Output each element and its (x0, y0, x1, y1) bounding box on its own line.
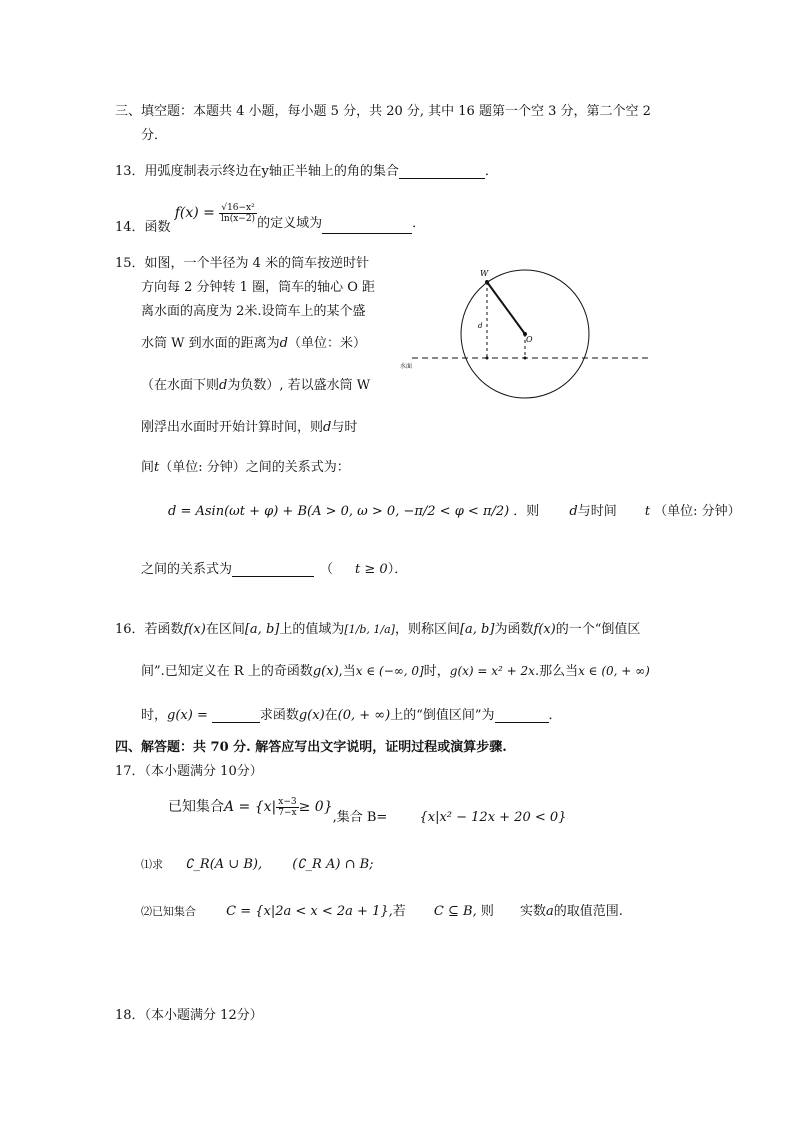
q15-line7-a: 间 (141, 460, 155, 475)
q16-answer-blank-1 (212, 708, 260, 723)
q15-line3: 离水面的高度为 2米.设筒车上的某个盛 (141, 304, 366, 319)
q15-line5-a: （在水面下则 (141, 378, 220, 393)
q17-sub1-expr-b: (∁_R A) ∩ B; (292, 857, 374, 872)
q16-line1 (115, 618, 640, 637)
q17-setB: {x|x² − 12x + 20 < 0} (419, 810, 567, 825)
q15-formula-line (168, 500, 741, 519)
q17-sub2-if: 若 (392, 904, 406, 919)
q17-known: 已知集合 (168, 799, 224, 815)
q16-line3 (141, 704, 562, 723)
q15-formula: d = Asin(ωt + φ) + B(A > 0, ω > 0, −π/2 < φ < π/2) (168, 504, 510, 519)
label-W: W (480, 269, 489, 278)
q17-setA: A = {x| (224, 799, 277, 815)
q15-line9-c: ）． (387, 562, 408, 577)
point-W (485, 280, 489, 284)
q14-prefix: 14．函数 (115, 220, 171, 235)
q15-formula-then: ．则 (513, 504, 540, 519)
q15-line5-b: 为负数）, 若以盛水筒 W (227, 378, 371, 393)
q16-line3-e: ． (548, 708, 562, 723)
section4-heading: 四、解答题：共 70 分. 解答应写出文字说明，证明过程或演算步骤. (115, 740, 507, 755)
q15-line4-end: （单位：米） (287, 336, 366, 351)
q13-answer-blank (399, 164, 485, 179)
q16-line1-b: 在区间 (205, 622, 245, 637)
q14-fraction (219, 203, 257, 224)
q15-formula-t: t (644, 504, 651, 519)
q16-line3-a: 时， (141, 708, 168, 723)
q14-function-name: f(x) = (174, 205, 215, 221)
q15-formula-with: 与时间 (577, 504, 617, 519)
q17-sub1-expr-a: ∁_R(A ∪ B), (185, 857, 263, 872)
label-O: O (526, 335, 533, 344)
q16-line1-a: 16．若函数 (115, 622, 184, 637)
q17-sub1 (141, 856, 374, 872)
q16-answer-blank-2 (495, 708, 549, 723)
q16-fx-2: f(x) (533, 622, 556, 637)
q15-line9-a: 之间的关系式为 (141, 562, 233, 577)
q15-line2: 方向每 2 分钟转 1 圈，筒车的轴心 O 距 (141, 280, 375, 295)
q16-interval: [a, b] (244, 622, 280, 637)
radius-line (487, 282, 525, 334)
q16-interval-2: [a, b] (459, 622, 495, 637)
q17-title: 17．（本小题满分 10分） (115, 764, 263, 779)
q17-setA-fraction (276, 797, 298, 818)
q16-line2-a: 间”.已知定义在 R 上的奇函数 (141, 664, 313, 679)
q17-setA-numerator: x−3 (278, 797, 297, 807)
q16-line1-d: ，则称区间 (394, 622, 460, 637)
q16-gx-def: g(x) = x² + 2x (449, 664, 535, 678)
q16-fx: f(x) (183, 622, 206, 637)
q15-line1: 15．如图，一个半径为 4 米的筒车按逆时针 (115, 256, 370, 271)
q17-sub2-end: 的取值范围. (553, 904, 623, 919)
q15-var-d3: d (323, 420, 332, 435)
waterwheel-figure (398, 262, 658, 402)
q15-line7 (141, 456, 350, 475)
q17-sub2 (141, 900, 623, 919)
q15-var-d2: d (219, 378, 228, 393)
q16-gx: g(x) (312, 664, 339, 679)
q16-line2 (141, 660, 650, 679)
q13-text: 13．用弧度制表示终边在y轴正半轴上的角的集合 (115, 164, 399, 179)
q15-line4-text: 水筒 W 到水面的距离为 (141, 336, 280, 351)
q16-gx-answer-label: g(x) = (167, 708, 208, 723)
q18-title: 18．（本小题满分 12分） (115, 1008, 263, 1023)
q17-setA-end: ≥ 0} (298, 799, 333, 815)
foot-point-1 (486, 357, 489, 360)
q14-answer-blank (322, 219, 412, 234)
q16-interval-pos: (0, + ∞) (337, 708, 391, 723)
q16-line1-f: 的一个“倒值区 (555, 622, 641, 637)
label-d: d (478, 322, 483, 330)
q17-setB-label: ,集合 B= (332, 810, 388, 825)
q15-var-t: t (154, 460, 160, 475)
question-14 (115, 202, 426, 235)
q15-line6 (141, 416, 357, 435)
q15-line4 (141, 332, 366, 351)
q15-formula-unit: （单位: 分钟） (654, 504, 741, 519)
q14-suffix: 的定义域为 (257, 216, 323, 231)
q17-setA-denominator: 7−x (278, 808, 297, 818)
q16-line2-b: ,当 (338, 664, 356, 679)
q17-sub2-label: ⑵已知集合 (141, 905, 196, 918)
q16-line1-c: 上的值域为 (279, 622, 345, 637)
q16-line2-d: .那么当 (534, 664, 579, 679)
q17-sub2-var-a: a (546, 904, 554, 919)
q15-var-d: d (279, 336, 288, 351)
q17-sub2-real: 实数 (520, 904, 547, 919)
q13-end: ． (484, 164, 498, 179)
q16-gx-2: g(x) (298, 708, 325, 723)
q16-line3-d: 上的“倒值区间”为 (390, 708, 495, 723)
q15-line9-b: （ (320, 562, 334, 577)
q15-line6-a: 刚浮出水面时开始计算时间，则 (141, 420, 324, 435)
section3-heading-line2: 分． (141, 128, 168, 143)
q15-line9 (141, 558, 407, 577)
q17-sub2-subset: C ⊆ B, (433, 904, 477, 919)
q14-end: ． (412, 216, 426, 231)
q17-sub1-label: ⑴求 (141, 858, 163, 871)
q16-condition-pos: x ∈ (0, + ∞) (578, 664, 650, 678)
q17-sub2-setC: C = {x|2a < x < 2a + 1}, (226, 904, 393, 919)
label-water: 水面 (400, 363, 413, 370)
q14-numerator: √16−x² (219, 203, 257, 214)
q16-condition-neg: x ∈ (−∞, 0] (355, 664, 424, 678)
q15-line7-b: （单位: 分钟）之间的关系式为： (159, 460, 350, 475)
q15-condition: t ≥ 0 (355, 562, 388, 577)
q17-set-definition (168, 796, 567, 825)
q16-line2-c: 时， (423, 664, 450, 679)
foot-point-2 (524, 357, 527, 360)
q15-formula-d: d (569, 504, 578, 519)
q14-denominator: ln(x−2) (221, 214, 256, 224)
section3-heading-line1: 三、填空题：本题共 4 小题，每小题 5 分，共 20 分, 其中 16 题第一个空 3 分，第二个空 2 (115, 104, 651, 119)
q15-line5 (141, 374, 370, 393)
q17-sub2-then: 则 (480, 904, 494, 919)
q15-line6-b: 与时 (331, 420, 358, 435)
q16-range: [1/b, 1/a] (344, 623, 395, 636)
q15-answer-blank (232, 562, 314, 577)
q16-line3-c: 在 (324, 708, 338, 723)
q16-line3-b: 求函数 (259, 708, 299, 723)
q16-line1-e: 为函数 (494, 622, 534, 637)
question-13 (115, 160, 498, 179)
